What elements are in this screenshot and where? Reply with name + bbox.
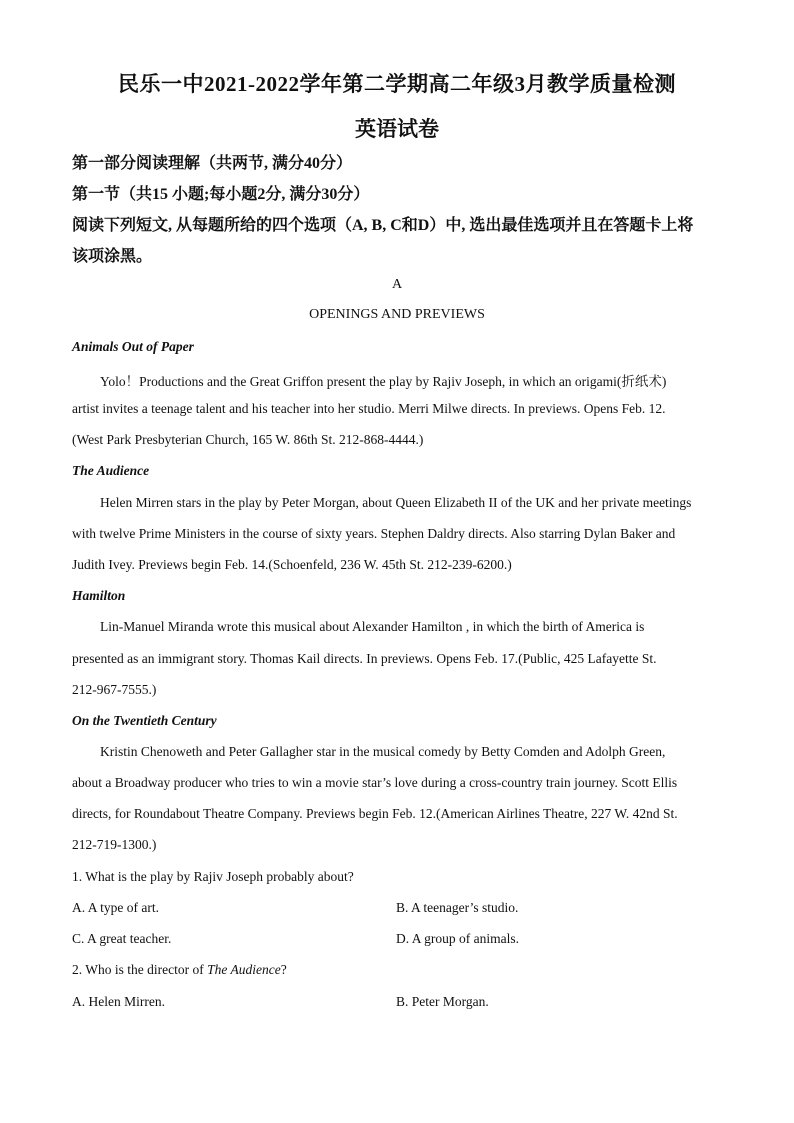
directions-line-1: 阅读下列短文, 从每题所给的四个选项（A, B, C和D）中, 选出最佳选项并且在答题卡上将 [72,217,694,234]
exam-title: 民乐一中2021-2022学年第二学期高二年级3月教学质量检测 [118,72,676,96]
option-b: B. Peter Morgan. [396,994,489,1009]
item-title: Hamilton [72,588,126,603]
item-text-line: with twelve Prime Ministers in the course of sixty years. Stephen Daldry directs. Also starring Dylan Baker and [72,526,676,541]
question-stem-prefix: 2. Who is the director of [72,962,208,977]
option-d: D. A group of animals. [396,931,519,946]
item-text-line: about a Broadway producer who tries to win a movie star’s love during a cross-country train journey. Scott Ellis [72,775,678,790]
directions-line-2: 该项涂黑。 [72,248,153,265]
item-title: Animals Out of Paper [72,339,194,354]
part-instruction: 第一部分阅读理解（共两节, 满分40分） [72,155,353,172]
item-text-line: 212-719-1300.) [72,837,157,852]
question-stem: 1. What is the play by Rajiv Joseph probably about? [72,869,354,884]
item-text-line: artist invites a teenage talent and his teacher into her studio. Merri Milwe directs. In previews. Opens Feb. 12. [72,401,666,416]
item-text-line: presented as an immigrant story. Thomas Kail directs. In previews. Opens Feb. 17.(Public, 425 Lafayette St. [72,651,657,666]
question-stem-suffix: ? [280,962,287,977]
item-text-line: Helen Mirren stars in the play by Peter Morgan, about Queen Elizabeth II of the UK and her private meetings [100,495,692,510]
item-text-line: Kristin Chenoweth and Peter Gallagher star in the musical comedy by Betty Comden and Adolph Green, [100,744,666,759]
item-text-line: Lin-Manuel Miranda wrote this musical about Alexander Hamilton , in which the birth of America is [100,619,645,634]
item-text-line: Judith Ivey. Previews begin Feb. 14.(Schoenfeld, 236 W. 45th St. 212-239-6200.) [72,557,512,572]
item-text-line: 212-967-7555.) [72,682,157,697]
item-title: On the Twentieth Century [72,713,217,728]
item-text-line: (West Park Presbyterian Church, 165 W. 86th St. 212-868-4444.) [72,432,424,447]
exam-subtitle: 英语试卷 [355,117,439,141]
option-a: A. A type of art. [72,900,159,915]
option-c: C. A great teacher. [72,931,172,946]
item-text-line: Yolo！Productions and the Great Griffon present the play by Rajiv Joseph, in which an origami(折纸术) [100,374,667,389]
section-instruction: 第一节（共15 小题;每小题2分, 满分30分） [72,186,370,203]
option-a: A. Helen Mirren. [72,994,165,1009]
option-b: B. A teenager’s studio. [396,900,519,915]
item-text-line: directs, for Roundabout Theatre Company. Previews begin Feb. 12.(American Airlines Theatre, 227 W. 42nd St. [72,806,678,821]
item-title: The Audience [72,463,150,478]
question-stem [72,962,287,978]
passage-letter: A [391,277,403,292]
question-stem-title: The Audience [207,962,281,977]
passage-heading: OPENINGS AND PREVIEWS [309,307,485,322]
